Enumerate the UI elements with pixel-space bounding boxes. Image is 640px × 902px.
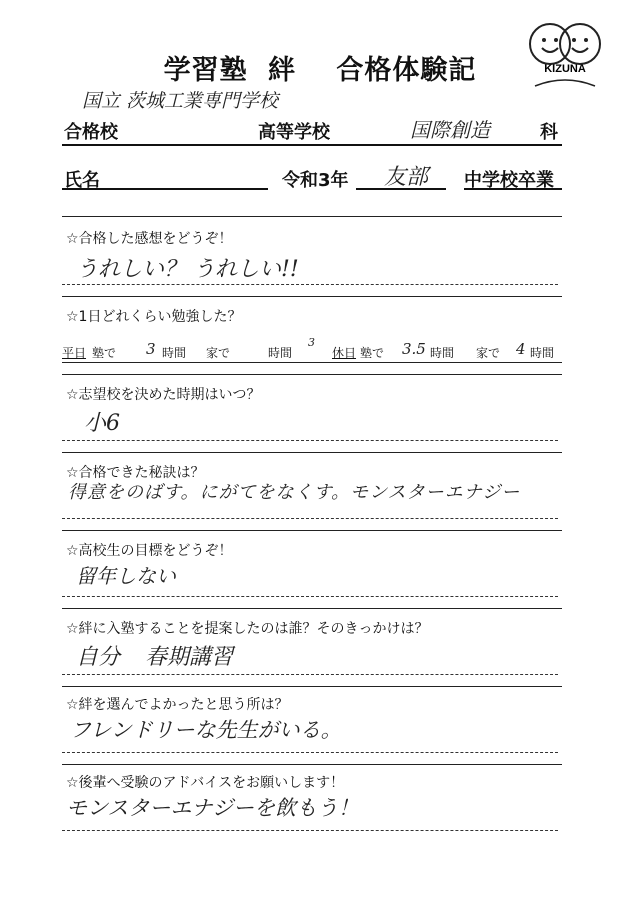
question-decision-time: ☆志望校を決めた時期はいつ？	[66, 387, 261, 403]
answer-decision-time: 小6	[84, 411, 120, 436]
weekday-juku-unit: 時間	[162, 346, 187, 360]
answer-line	[62, 674, 558, 675]
name-underline	[62, 188, 268, 190]
section-divider	[62, 764, 562, 765]
logo-text: KIZUNA	[544, 63, 586, 75]
school-handwritten: 国立 茨城工業専門学校	[82, 90, 279, 112]
name-label: 氏名	[64, 170, 100, 191]
answer-who-suggested: 自分 春期講習	[76, 645, 233, 670]
holiday-juku-label: 塾で	[360, 346, 385, 360]
graduation-era: 令和3年	[282, 170, 349, 191]
title-juku: 学習塾	[163, 55, 248, 86]
title-kizuna: 絆	[268, 55, 296, 86]
title-report: 合格体験記	[336, 55, 477, 86]
answer-impression: うれしい？ うれしい!!	[76, 257, 299, 282]
weekday-home-unit: 時間	[268, 346, 293, 360]
holiday-label: 休日	[332, 346, 357, 360]
answer-line	[62, 596, 558, 597]
holiday-juku-unit: 時間	[430, 346, 455, 360]
answer-good-points: フレンドリーな先生がいる。	[70, 718, 342, 742]
answer-line	[62, 284, 558, 285]
section-divider	[62, 296, 562, 297]
section-divider	[62, 686, 562, 687]
school-underline	[62, 144, 562, 146]
section-divider	[62, 530, 562, 531]
school-type: 高等学校	[258, 122, 330, 143]
section-divider	[62, 452, 562, 453]
junior-high-underline	[356, 188, 446, 190]
graduation-suffix: 中学校卒業	[464, 170, 554, 191]
answer-line	[62, 440, 558, 441]
holiday-home-label: 家で	[476, 346, 501, 360]
study-underline	[62, 362, 562, 363]
answer-line	[62, 518, 558, 519]
question-advice: ☆後輩へ受験のアドバイスをお願いします！	[66, 775, 345, 791]
section-divider	[62, 374, 562, 375]
question-study-time: ☆1日どれくらい勉強した？	[66, 309, 242, 325]
question-impression: ☆合格した感想をどうぞ！	[66, 231, 233, 247]
department-handwritten: 国際創造	[410, 118, 490, 142]
school-label: 合格校	[64, 122, 118, 143]
question-who-suggested: ☆絆に入塾することを提案したのは誰？そのきっかけは？	[66, 621, 429, 637]
weekday-juku-label: 塾で	[92, 346, 117, 360]
weekday-label: 平日	[62, 346, 87, 360]
section-divider	[62, 608, 562, 609]
question-secret: ☆合格できた秘訣は？	[66, 465, 205, 481]
answer-secret: 得意をのばす。にがてをなくす。モンスターエナジー	[68, 482, 521, 503]
study-mark: 3	[308, 336, 315, 349]
answer-line	[62, 830, 558, 831]
question-good-points: ☆絆を選んでよかったと思う所は？	[66, 697, 289, 713]
question-goal: ☆高校生の目標をどうぞ！	[66, 543, 233, 559]
department-suffix: 科	[540, 122, 558, 143]
weekday-juku-hours: 3	[146, 340, 156, 358]
junior-high-handwritten: 友部	[384, 165, 429, 190]
study-hours-row	[62, 336, 562, 364]
answer-goal: 留年しない	[76, 564, 176, 588]
answer-advice: モンスターエナジーを飲もう！	[66, 796, 359, 820]
graduation-underline	[464, 188, 562, 190]
holiday-home-hours: 4	[516, 340, 526, 358]
section-divider	[62, 216, 562, 217]
holiday-juku-hours: 3.5	[402, 340, 426, 358]
answer-line	[62, 752, 558, 753]
weekday-home-label: 家で	[206, 346, 231, 360]
holiday-home-unit: 時間	[530, 346, 555, 360]
kizuna-logo	[520, 14, 610, 96]
